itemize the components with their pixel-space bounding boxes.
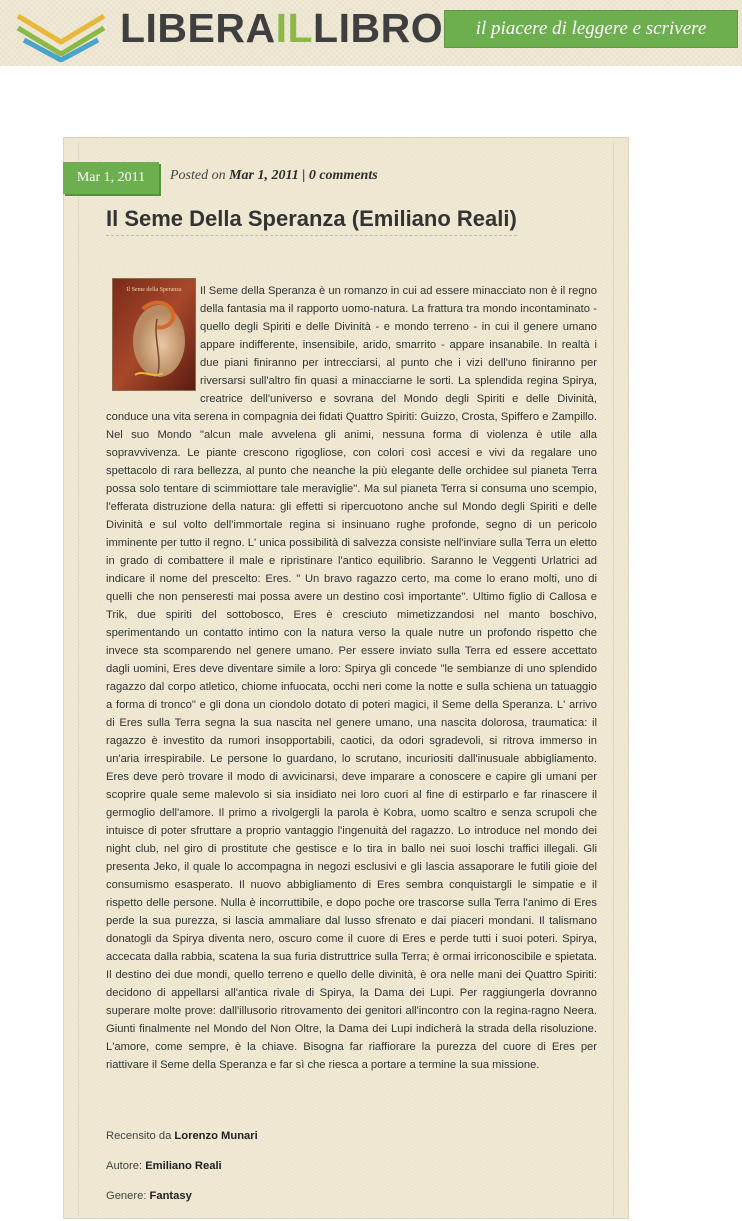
meta-comments-link[interactable]: 0 comments bbox=[308, 168, 378, 183]
site-header bbox=[0, 0, 742, 66]
date-badge: Mar 1, 2011 bbox=[63, 162, 159, 194]
book-genre: Fantasy bbox=[149, 1190, 192, 1202]
review-body-content: Il Seme della Speranza è un romanzo in cui ad essere minacciato non è il regno della fantasia ma il rapporto uomo-natura. La frattura tra mondo incontaminato - quello degli Spiriti e delle Divinità - e mondo terreno - in cui il genere umano appare indifferente, insensibile, arido, smarrito - appare insanabile. In realtà i due piani finiranno per intrecciarsi, al punto che i vizi dell'uno finiranno per riversarsi sull'altro fin quasi a minacciarne le sorti. La splendida regina Spirya, creatrice dell'universo e sovrana del Mondo degli Spiriti e delle Divinità, conduce una vita serena in compagnia dei fidati Quattro Spiriti: Guizzo, Crosta, Spiffero e Zampillo. Nel suo Mondo "alcun male avvelena gli animi, nessuna forma di violenza è utile alla sopravvivenza. Le piante crescono rigogliose, con colori così accesi e vivi da regalare uno spettacolo di rara bellezza, al punto che neanche la più elegante delle orchidee sul pianeta Terra possa solo tentare di scimmiottare tale meraviglie". Ma sul pianeta Terra si consuma uno scempio, l'efferata distruzione della natura: gli effetti si ripercuotono anche sul Mondo degli Spiriti e delle Divinità e sul volto dell'immortale regina si insinuano rughe profonde, segno di un pericolo imminente per tutto il regno. L' unica possibilità di salvezza consiste nell'inviare sulla Terra un eletto in grado di combattere il male e ripristinare l'antico equilibrio. Saranno le Veggenti Urlatrici ad indicare il nome del prescelto: Eres. " Un bravo ragazzo certo, ma come lo erano molti, uno di quelli che non penseresti mai possa avere un destino così importante". Ultimo figlio di Callosa e Trik, due spiriti del sottobosco, Eres è cresciuto mimetizzandosi nel manto boschivo, sperimentando un contatto intimo con la natura verso la quale nutre un profondo rispetto che invece sta scomparendo nel genere umano. Per essere inviato sulla Terra ed essere accettato dagli uomini, Eres deve diventare simile a loro: Spirya gli concede "le sembianze di uno splendido ragazzo dal corpo atletico, chiome infuocata, occhi neri come la notte e sulla schiena un tatuaggio a forma di tronco" e gli dona un ciondolo dotato di poteri magici, il Seme della Speranza. L' arrivo di Eres sulla Terra segna la sua nascita nel genere umano, una nascita dolorosa, traumatica: il ragazzo è investito da rumori insopportabili, caotici, da odori sgradevoli, si ritrova immerso in un'aria irrespirabile. Le persone lo guardano, lo scrutano, incuriositi dall'inusuale abbigliamento. Eres deve però trovare il modo di avvicinarsi, deve imparare a conoscere e capire gli umani per scoprire quale seme malevolo si sia insidiato nei loro cuori al fine di estirparlo e far rinascere il germoglio dell'amore. Il primo a rivolgergli la parola è Kobra, uomo scaltro e senza scrupoli che intuisce di poter sfruttare a proprio vantaggio l'ingenuità del ragazzo. Lo introduce nel mondo dei night club, nel giro di prostitute che gestisce e lo tira in ballo nei suoi loschi traffici illegali. Gli presenta Jeko, il quale lo accompagna in negozi esclusivi e gli lascia assaporare le futili gioie del consumismo esasperato. Il nuovo abbigliamento di Eres sembra conquistargli le simpatie e il rispetto delle persone. Nulla è incorruttibile, e dopo poche ore trascorse sulla Terra l'animo di Eres perde la sua purezza, si lascia ammaliare dal lusso sfrenato e dai piaceri mondani. Il talismano donatogli da Spirya diventa nero, oscuro come il cuore di Eres e perde tutti i suoi poteri. Spirya, accecata dalla rabbia, scatena la sua furia distruttrice sulla Terra; è ormai irriconoscibile e spietata. Il destino dei due mondi, quello terreno e quello delle divinità, è ora nelle mani dei Quattro Spiriti: decidono di appellarsi all'antica rivale di Spirya, la Dama dei Lupi. Per raggiungerla dovranno superare molte prove: dall'illusorio ritrovamento dei genitori all'incontro con la regina-ragno Neera. Giunti finalmente nel Mondo del Non Oltre, la Dama dei Lupi indicherà la strada della risoluzione. L'amore, come sempre, è la chiave. Bisogna far riaffiorare la purezza del cuore di Eres per riattivare il Seme della Speranza e far sì che riesca a portare a termine la sua missione. bbox=[106, 285, 597, 1071]
post-panel bbox=[63, 137, 629, 1219]
review-author: Lorenzo Munari bbox=[174, 1130, 258, 1142]
author-label: Autore: bbox=[106, 1160, 143, 1172]
post-title[interactable]: Il Seme Della Speranza (Emiliano Reali) bbox=[106, 206, 517, 236]
open-book-logo-icon[interactable] bbox=[14, 8, 108, 62]
review-credit bbox=[106, 1130, 258, 1142]
post-meta bbox=[170, 168, 378, 184]
book-author-line bbox=[106, 1160, 222, 1172]
cover-float-spacer bbox=[106, 282, 200, 398]
site-tagline: il piacere di leggere e scrivere bbox=[444, 10, 738, 48]
meta-date-link[interactable]: Mar 1, 2011 bbox=[229, 168, 299, 183]
book-author: Emiliano Reali bbox=[145, 1160, 222, 1172]
review-label: Recensito da bbox=[106, 1130, 172, 1142]
site-logo-text[interactable] bbox=[120, 5, 443, 51]
review-body-text bbox=[106, 282, 597, 1074]
logo-word-libera: LIBERA bbox=[120, 5, 276, 51]
meta-separator: | bbox=[302, 168, 306, 183]
cover-title-text: Il Seme della Speranza bbox=[126, 287, 182, 293]
logo-word-libro: LIBRO bbox=[313, 5, 444, 51]
meta-prefix: Posted on bbox=[170, 168, 226, 183]
genre-label: Genere: bbox=[106, 1190, 147, 1202]
book-genre-line bbox=[106, 1190, 192, 1202]
logo-word-il: IL bbox=[275, 5, 314, 51]
